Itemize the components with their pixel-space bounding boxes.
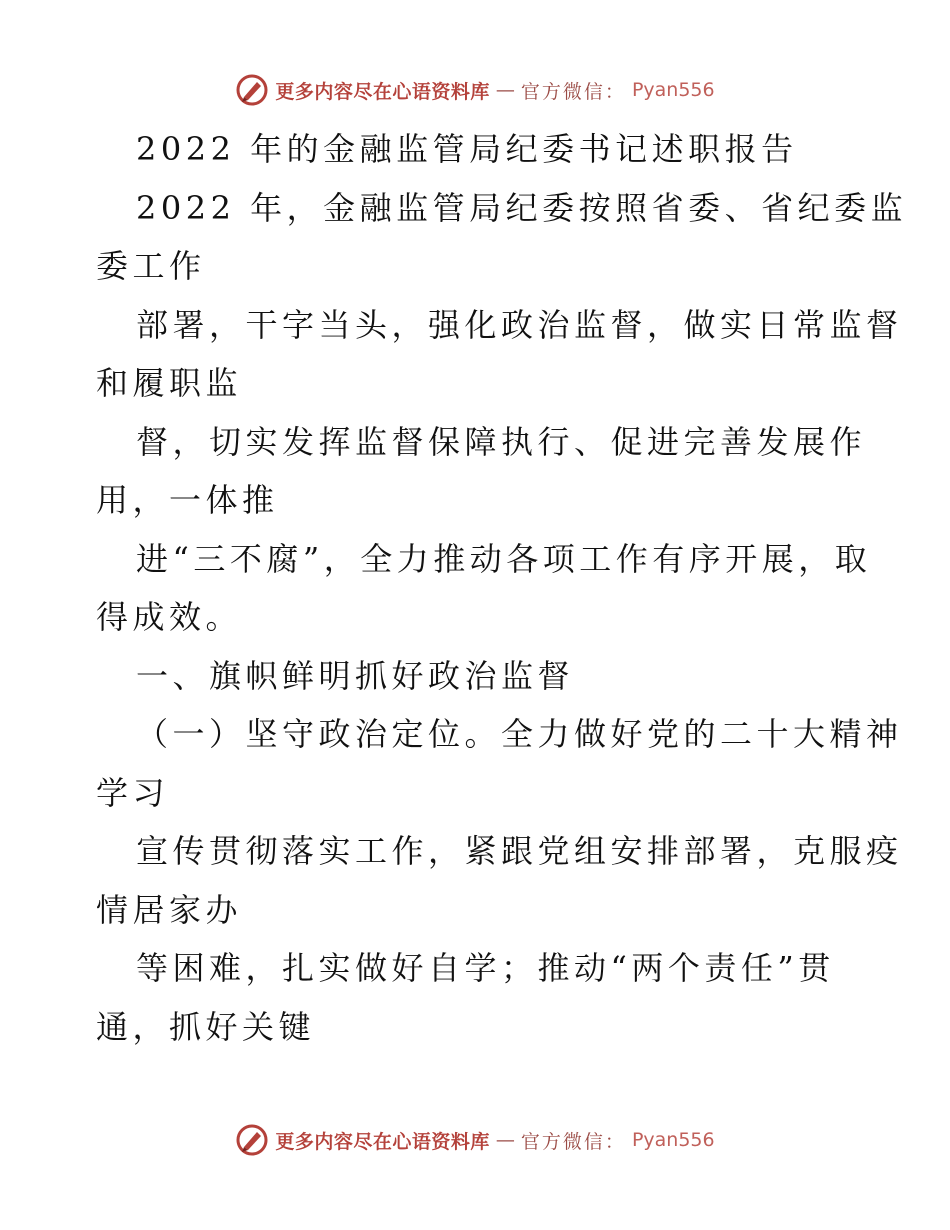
footer-wechat-label: 官方微信：: [520, 1130, 626, 1153]
footer-site-text: 更多内容尽在心语资料库: [275, 1130, 490, 1153]
document-line: 2022 年的金融监管局纪委书记述职报告: [136, 130, 798, 168]
document-line: 宣传贯彻落实工作，紧跟党组安排部署，克服疫: [136, 832, 903, 870]
header-wechat-id: Pyan556: [631, 79, 715, 101]
footer-dash: —: [495, 1129, 515, 1151]
document-line: 通，抓好关键: [96, 1007, 316, 1046]
pen-logo-icon: [235, 73, 269, 107]
document-line: 情居家办: [96, 890, 243, 929]
header-dash: —: [495, 79, 515, 101]
document-line: 一、旗帜鲜明抓好政治监督: [136, 656, 575, 695]
footer-banner: [0, 1120, 950, 1160]
document-line: 2022 年，金融监管局纪委按照省委、省纪委监: [136, 188, 908, 227]
header-banner: [0, 70, 950, 110]
document-line: 等困难，扎实做好自学；推动“两个责任”贯: [136, 949, 835, 987]
document-line: 用，一体推: [96, 481, 279, 519]
document-line: 委工作: [96, 247, 206, 285]
document-line: 得成效。: [96, 598, 243, 636]
header-wechat-label: 官方微信：: [520, 80, 626, 103]
footer-wechat-id: Pyan556: [631, 1129, 715, 1151]
document-line: （一）坚守政治定位。全力做好党的二十大精神: [136, 715, 903, 753]
document-line: 部署，干字当头，强化政治监督，做实日常监督: [136, 305, 903, 344]
document-body: [96, 120, 908, 1056]
pen-logo-icon: [235, 1123, 269, 1157]
document-line: 和履职监: [96, 364, 243, 402]
document-line: 学习: [96, 773, 170, 812]
header-site-text: 更多内容尽在心语资料库: [275, 80, 490, 103]
document-line: 进“三不腐”，全力推动各项工作有序开展，取: [136, 539, 872, 578]
document-line: 督，切实发挥监督保障执行、促进完善发展作: [136, 422, 867, 461]
